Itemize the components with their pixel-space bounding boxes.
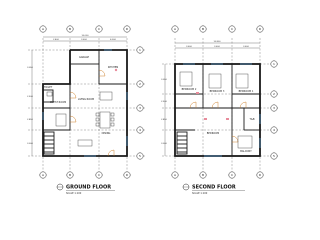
plan-label: C	[230, 27, 234, 32]
plan-label: D	[125, 173, 129, 178]
second-column-bubbles-top	[172, 26, 263, 32]
ground-dim-left-4: 3.000	[27, 143, 33, 145]
ground-floor-scale: SCALE 1:100	[66, 192, 82, 195]
plan-label: 2.850	[161, 119, 167, 121]
plan-label: 3.050	[161, 79, 167, 81]
ground-room-garage: GARAGE	[78, 56, 90, 59]
plan-label: 2.500	[161, 101, 167, 103]
plan-label: C	[97, 173, 101, 178]
ground-room-labels	[44, 56, 119, 135]
ground-col-d-label: D	[125, 27, 129, 32]
ground-column-bubbles-top	[40, 26, 130, 32]
second-floor-scale: SCALE 1:100	[192, 192, 208, 195]
plan-label: 3.600	[186, 46, 192, 48]
plan-label: 3	[139, 106, 141, 111]
ground-dim-left-3: 2.850	[27, 119, 33, 121]
second-column-bubbles-bottom	[172, 172, 263, 178]
ground-column-bubbles-bottom	[40, 172, 130, 178]
plan-label: 2	[139, 82, 141, 87]
second-room-bedroom-2: BEDROOM 2	[181, 88, 197, 91]
ground-col-a-label: A	[41, 27, 45, 32]
ground-dim-top-3: 4.000	[110, 39, 116, 41]
plan-label: B	[201, 173, 205, 178]
second-room-bedroom-3: BEDROOM 3	[209, 90, 225, 93]
ground-room-toilet: TOILET	[43, 86, 53, 89]
ground-room-guest: GUEST ROOM	[49, 101, 67, 104]
plan-label: 2	[273, 92, 275, 97]
plan-label: 5	[139, 154, 141, 159]
plan-label: 1	[139, 48, 141, 53]
second-openings	[183, 64, 260, 156]
second-walls	[175, 64, 260, 156]
plan-label: 4	[273, 128, 275, 133]
ground-floor-title: GROUND FLOOR	[66, 184, 112, 191]
plan-label: 10.800	[213, 41, 221, 43]
plan-label: A	[41, 173, 45, 178]
second-title-block	[183, 184, 245, 195]
second-floor-plan	[161, 26, 278, 195]
plan-label: B	[201, 27, 205, 32]
ground-row-bubbles	[137, 47, 143, 159]
second-furniture	[180, 72, 252, 148]
second-room-bedroom-1: BEDROOM 1	[238, 90, 254, 93]
ground-dim-top-2: 3.600	[81, 39, 87, 41]
ground-col-b-label: B	[68, 27, 72, 32]
plan-label: 3	[273, 106, 275, 111]
ground-col-c-label: C	[97, 27, 101, 32]
ground-dim-left-2: 2.500	[27, 96, 33, 98]
ground-dim-top-1: 2.400	[53, 39, 59, 41]
second-room-balcony: BALCONY	[240, 150, 252, 153]
second-dimensions	[161, 41, 260, 156]
plan-label: 4	[139, 128, 141, 133]
second-room-bedroom: BEDROOM	[206, 132, 220, 135]
plan-label: B	[68, 173, 72, 178]
plan-label: D	[258, 27, 262, 32]
ground-dim-top-total: 10.000	[81, 35, 89, 37]
plan-label: D	[258, 173, 262, 178]
ground-room-dining: DINING	[101, 132, 111, 135]
plan-label: 1	[273, 62, 275, 67]
ground-room-kitchen: KITCHEN	[107, 66, 119, 69]
plan-label: A	[173, 173, 177, 178]
second-row-bubbles	[271, 61, 277, 159]
second-floor-title: SECOND FLOOR	[192, 184, 236, 191]
ground-dim-left-1: 3.050	[27, 67, 33, 69]
plan-label: 5	[273, 154, 275, 159]
plan-label: C	[230, 173, 234, 178]
plan-label: 3.600	[214, 46, 220, 48]
plan-label: A	[173, 27, 177, 32]
ground-room-living: LIVING ROOM	[77, 98, 95, 101]
plan-label: 3.600	[243, 46, 249, 48]
second-room-tb: T&B	[249, 118, 255, 121]
ground-floor-plan	[27, 26, 145, 195]
ground-title-block	[57, 184, 115, 195]
plan-label: 3.000	[161, 143, 167, 145]
